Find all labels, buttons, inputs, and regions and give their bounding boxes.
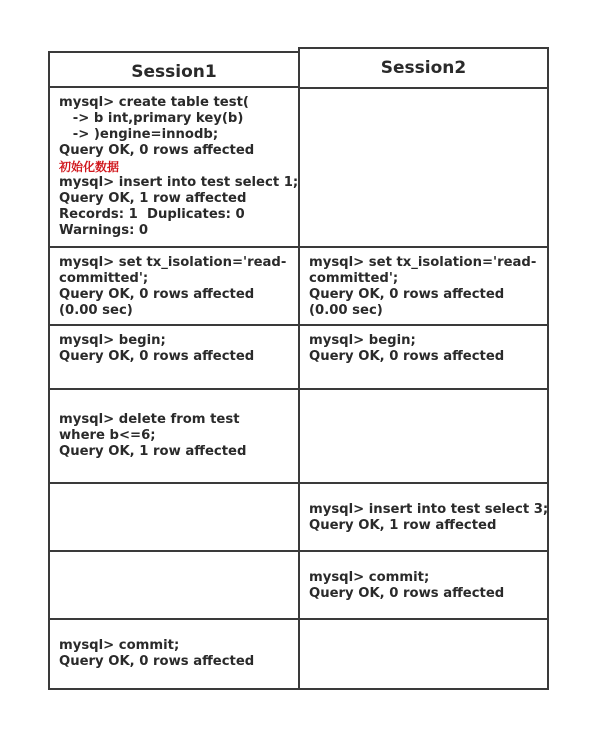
row6-session1-cell (48, 550, 300, 620)
row5-s2-line2: Query OK, 1 row affected (309, 518, 497, 533)
row5-session2-cell (298, 482, 549, 552)
row6-session2-cell (298, 550, 549, 620)
row5-s2-line1: mysql> insert into test select 3; (309, 502, 549, 517)
row4-s1-line2: Query OK, 1 row affected (59, 444, 247, 459)
row1-s1-line6: mysql> insert into test select 1; (59, 175, 299, 190)
row6-s2-line1: mysql> commit; (309, 570, 430, 585)
row1-s1-line4: Query OK, 0 rows affected (59, 143, 255, 158)
row1-s1-line2: -> b int,primary key(b) (59, 111, 244, 126)
row7-s1-line2: Query OK, 0 rows affected (59, 654, 255, 669)
row2-session1-cell (48, 246, 300, 326)
row2-s1-line1: mysql> set tx_isolation='read-committed'; (59, 255, 287, 286)
row7-session1-cell (48, 618, 300, 690)
row4-session1-cell (48, 388, 300, 484)
row4-session2-cell (298, 388, 549, 484)
row3-session2-cell (298, 324, 549, 390)
row3-session1-cell (48, 324, 300, 390)
row2-s2-line1: mysql> set tx_isolation='read-committed'; (309, 255, 537, 286)
header-session2: Session2 (298, 47, 549, 89)
row2-s2-line2: Query OK, 0 rows affected (0.00 sec) (309, 287, 505, 318)
row3-s2-line2: Query OK, 0 rows affected (309, 349, 505, 364)
row6-s2-line2: Query OK, 0 rows affected (309, 586, 505, 601)
init-data-note: 初始化数据 (59, 160, 120, 174)
row5-session1-cell (48, 482, 300, 552)
row7-session2-cell (298, 618, 549, 690)
row1-s1-line8: Records: 1 Duplicates: 0 (59, 207, 245, 222)
row2-session2-cell (298, 246, 549, 326)
row1-s1-line1: mysql> create table test( (59, 95, 249, 110)
row1-session1-cell (48, 86, 300, 248)
row3-s1-line1: mysql> begin; (59, 333, 166, 348)
row2-s1-line2: Query OK, 0 rows affected (0.00 sec) (59, 287, 255, 318)
session-table (48, 47, 549, 690)
row3-s2-line1: mysql> begin; (309, 333, 416, 348)
row4-s1-line1: mysql> delete from test where b<=6; (59, 412, 240, 443)
row3-s1-line2: Query OK, 0 rows affected (59, 349, 255, 364)
row7-s1-line1: mysql> commit; (59, 638, 180, 653)
row1-session2-cell (298, 87, 549, 248)
row1-s1-line7: Query OK, 1 row affected (59, 191, 247, 206)
header-session1: Session1 (48, 51, 300, 92)
row1-s1-line9: Warnings: 0 (59, 223, 149, 238)
row1-s1-line3: -> )engine=innodb; (59, 127, 219, 142)
